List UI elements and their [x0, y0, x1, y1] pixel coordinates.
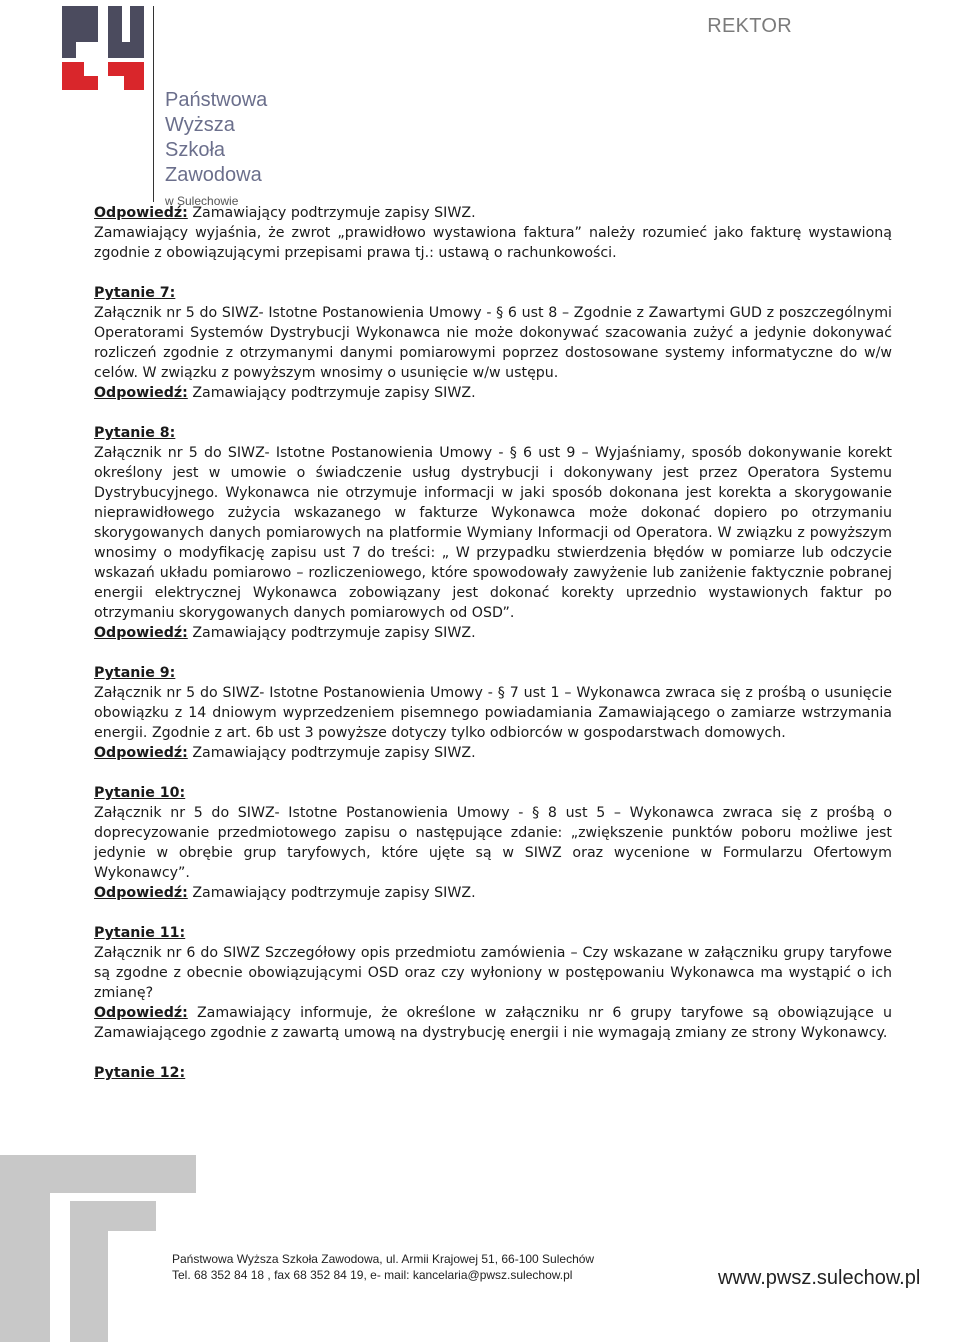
answer-label: Odpowiedź:: [94, 745, 188, 761]
question-title: Pytanie 9:: [94, 665, 176, 681]
logo-square-dark: [130, 6, 144, 42]
logo-square-red: [62, 62, 84, 90]
answer-text: Zamawiający podtrzymuje zapisy SIWZ.: [187, 625, 476, 641]
question-text: Załącznik nr 5 do SIWZ- Istotne Postanowienia Umowy - § 8 ust 5 – Wykonawca zwraca się z prośbą o doprecyzowanie przedmiotowego zapisu o następujące zdanie: „zwiększenie punktów poboru możliwe jest jedynie w obrębie grup taryfowych, które ujęte są w SIWZ oraz wycenione w Formularzu Ofertowym Wykonawcy”.: [94, 805, 892, 881]
answer-label: Odpowiedź:: [94, 1005, 188, 1021]
answer-line: [94, 203, 892, 223]
question-text: Załącznik nr 5 do SIWZ- Istotne Postanowienia Umowy - § 7 ust 1 – Wykonawca zwraca się z prośbą o usunięcie obowiązku z 14 dniowym wyprzedzeniem pisemnego powiadamiania Zamawiającego o zamiarze wstrzymania energii. Zgodnie z art. 6b ust 3 powyższe dotyczy tylko odbiorców w gospodarstwach domowych.: [94, 685, 892, 741]
question-text: Załącznik nr 6 do SIWZ Szczegółowy opis przedmiotu zamówienia – Czy wskazane w załączniku grupy taryfowe są zgodne z obecnie obowiązującymi OSD oraz czy wyłoniony w postępowaniu Wykonawca ma wystąpić o ich zmianę?: [94, 945, 892, 1001]
footer-gray-block: [108, 1201, 156, 1231]
footer-address: [172, 1251, 594, 1283]
logo-divider: [153, 6, 154, 202]
logo-square-red: [84, 76, 98, 90]
intro-paragraph: Zamawiający wyjaśnia, że zwrot „prawidłowo wystawiona faktura” należy rozumieć jako fakturę wystawioną zgodnie z obowiązującymi przepisami prawa tj.: ustawą o rachunkowości.: [94, 225, 892, 261]
answer-text: Zamawiający podtrzymuje zapisy SIWZ.: [187, 205, 476, 221]
footer-gray-block: [0, 1155, 50, 1342]
answer-line: [94, 743, 892, 763]
answer-label: Odpowiedź:: [94, 885, 188, 901]
question-title: Pytanie 10:: [94, 785, 186, 801]
question-title: Pytanie 11:: [94, 925, 186, 941]
logo-square-dark: [62, 42, 76, 58]
answer-text: Zamawiający podtrzymuje zapisy SIWZ.: [187, 745, 476, 761]
answer-label: Odpowiedź:: [94, 625, 188, 641]
logo-line: Zawodowa: [165, 164, 262, 186]
logo-line: Państwowa: [165, 89, 268, 111]
answer-line: [94, 1003, 892, 1043]
header-rektor: REKTOR: [707, 15, 792, 37]
question-block-10: [94, 783, 892, 903]
question-title: Pytanie 12:: [94, 1065, 186, 1081]
answer-label: Odpowiedź:: [94, 205, 188, 221]
footer-address-line: Państwowa Wyższa Szkoła Zawodowa, ul. Armii Krajowej 51, 66-100 Sulechów: [172, 1252, 595, 1266]
question-block-11: [94, 923, 892, 1043]
answer-label: Odpowiedź:: [94, 385, 188, 401]
answer-line: [94, 383, 892, 403]
logo-line: Szkoła: [165, 139, 226, 161]
footer-gray-block: [70, 1201, 108, 1342]
answer-text: Zamawiający informuje, że określone w załączniku nr 6 grupy taryfowe są obowiązujące u Zamawiającego zgodnie z zawartą umową na dystrybucję energii i nie wymagają zmiany ze strony Wykonawcy.: [94, 1005, 892, 1041]
question-text: Załącznik nr 5 do SIWZ- Istotne Postanowienia Umowy - § 6 ust 9 – Wyjaśniamy, sposób dokonywanie korekt określony jest w umowie o świadczenie usług dystrybucji i dokonywany jest przez Operatora Systemu Dystrybucyjnego. Wykonawca nie otrzymuje informacji w jaki sposób dokonana jest korekta a skorygowanie nieprawidłowego zużycia wskazanego w fakturze Wykonawca może dokonać dopiero po otrzymaniu skorygowanych danych pomiarowych na platformie Wymiany Informacji od Operatora. W związku z powyższym wnosimy o modyfikację zapisu ust 7 do treści: „ W przypadku stwierdzenia błędów w pomiarze lub odczycie wskazań układu pomiarowo – rozliczeniowego, które spowodowały zawyżenie lub zaniżenie faktycznie pobranej energii elektrycznej Wykonawca zobowiązany jest dokonać korekty uprzednio wystawionych faktur po otrzymaniu skorygowanych danych pomiarowych od OSD”.: [94, 445, 892, 621]
footer-website-link[interactable]: www.pwsz.sulechow.pl: [718, 1267, 921, 1289]
question-text: Załącznik nr 5 do SIWZ- Istotne Postanowienia Umowy - § 6 ust 8 – Zgodnie z Zawartymi GUD z poszczególnymi Operatorami Systemów Dystrybucji Wykonawca nie może dokonywać szacowania zużyć a jedynie dokonywać rozliczeń zgodnie z otrzymanymi danymi pomiarowymi poprzez dostosowane systemy informatyczne do w/w celów. W związku z powyższym wnosimy o usunięcie w/w ustępu.: [94, 305, 892, 381]
question-title: Pytanie 8:: [94, 425, 176, 441]
logo-square-red: [124, 76, 144, 90]
question-title: Pytanie 7:: [94, 285, 176, 301]
logo-square-dark: [108, 6, 122, 42]
question-block-8: [94, 423, 892, 643]
logo-square-red: [108, 62, 144, 76]
question-block-7: [94, 283, 892, 403]
footer-contact-line: Tel. 68 352 84 18 , fax 68 352 84 19, e- mail: kancelaria@pwsz.sulechow.pl: [172, 1268, 573, 1282]
answer-text: Zamawiający podtrzymuje zapisy SIWZ.: [187, 385, 476, 401]
answer-line: [94, 883, 892, 903]
logo-line: Wyższa: [165, 114, 235, 136]
intro-block: [94, 203, 892, 263]
answer-line: [94, 623, 892, 643]
logo-text: [165, 88, 267, 210]
logo-square-dark: [108, 42, 144, 58]
logo-square-dark: [62, 6, 98, 42]
question-block-9: [94, 663, 892, 763]
question-block-12: [94, 1063, 892, 1083]
answer-text: Zamawiający podtrzymuje zapisy SIWZ.: [187, 885, 476, 901]
document-body: [94, 203, 892, 1103]
footer-gray-block: [50, 1155, 196, 1193]
logo-small-line: w Sulechowie: [165, 194, 239, 208]
